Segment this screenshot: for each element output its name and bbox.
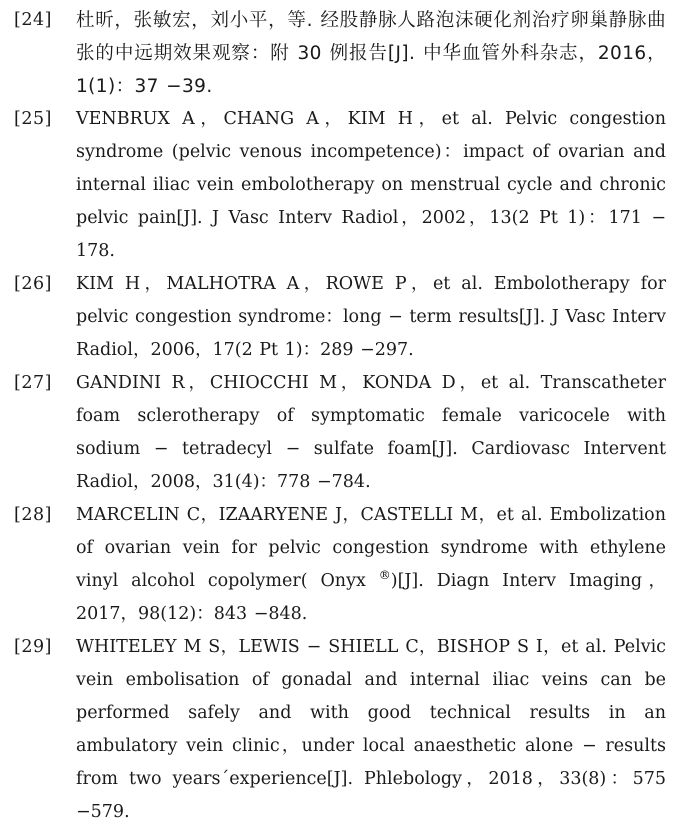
reference-text: VENBRUX A，CHANG A，KIM H，et al. Pelvic congestion syndrome (pelvic venous incompetence)：impact of ovarian and internal iliac vein embolotherapy on menstrual cycle and chronic pelvic pain[J]. J Vasc Interv Radiol，2002，13(2 Pt 1)：171 − 178. <box>76 109 666 261</box>
reference-number: [28] <box>14 505 52 525</box>
reference-25 <box>14 103 666 268</box>
reference-text <box>76 499 666 631</box>
reference-list <box>14 4 666 829</box>
reference-text-part: )[J]. Diagn Interv Imaging，2017，98(12)：843 −848. <box>76 571 666 624</box>
reference-28 <box>14 499 666 631</box>
reference-number: [24] <box>14 10 52 30</box>
reference-number: [25] <box>14 109 52 129</box>
registered-mark: ® <box>378 568 391 583</box>
reference-29 <box>14 631 666 829</box>
reference-text: WHITELEY M S，LEWIS − SHIELL C，BISHOP S I，et al. Pelvic vein embolisation of gonadal and internal iliac veins can be performed safely and with good technical results in an ambulatory vein clinic，under local anaesthetic alone − results from two years´experience[J]. Phlebology，2018，33(8)：575 −579. <box>76 637 666 822</box>
reference-text: KIM H，MALHOTRA A，ROWE P，et al. Embolotherapy for pelvic congestion syndrome：long − term results[J]. J Vasc Interv Radiol，2006，17(2 Pt 1)：289 −297. <box>76 274 666 360</box>
reference-text-part: MARCELIN C，IZAARYENE J，CASTELLI M，et al. Embolization of ovarian vein for pelvic congestion syndrome with ethylene vinyl alcohol copolymer( Onyx <box>76 505 666 591</box>
reference-text: 杜昕，张敏宏，刘小平，等. 经股静脉人路泡沫硬化剂治疗卵巢静脉曲张的中远期效果观察：附 30 例报告[J]. 中华血管外科杂志，2016，1(1)：37 −39. <box>76 10 666 97</box>
reference-text: GANDINI R，CHIOCCHI M，KONDA D，et al. Transcatheter foam sclerotherapy of symptomatic female varicocele with sodium − tetradecyl − sulfate foam[J]. Cardiovasc Intervent Radiol，2008，31(4)：778 −784. <box>76 373 666 492</box>
reference-24 <box>14 4 666 103</box>
reference-27 <box>14 367 666 499</box>
reference-number: [26] <box>14 274 52 294</box>
reference-number: [29] <box>14 637 52 657</box>
reference-number: [27] <box>14 373 52 393</box>
reference-26 <box>14 268 666 367</box>
